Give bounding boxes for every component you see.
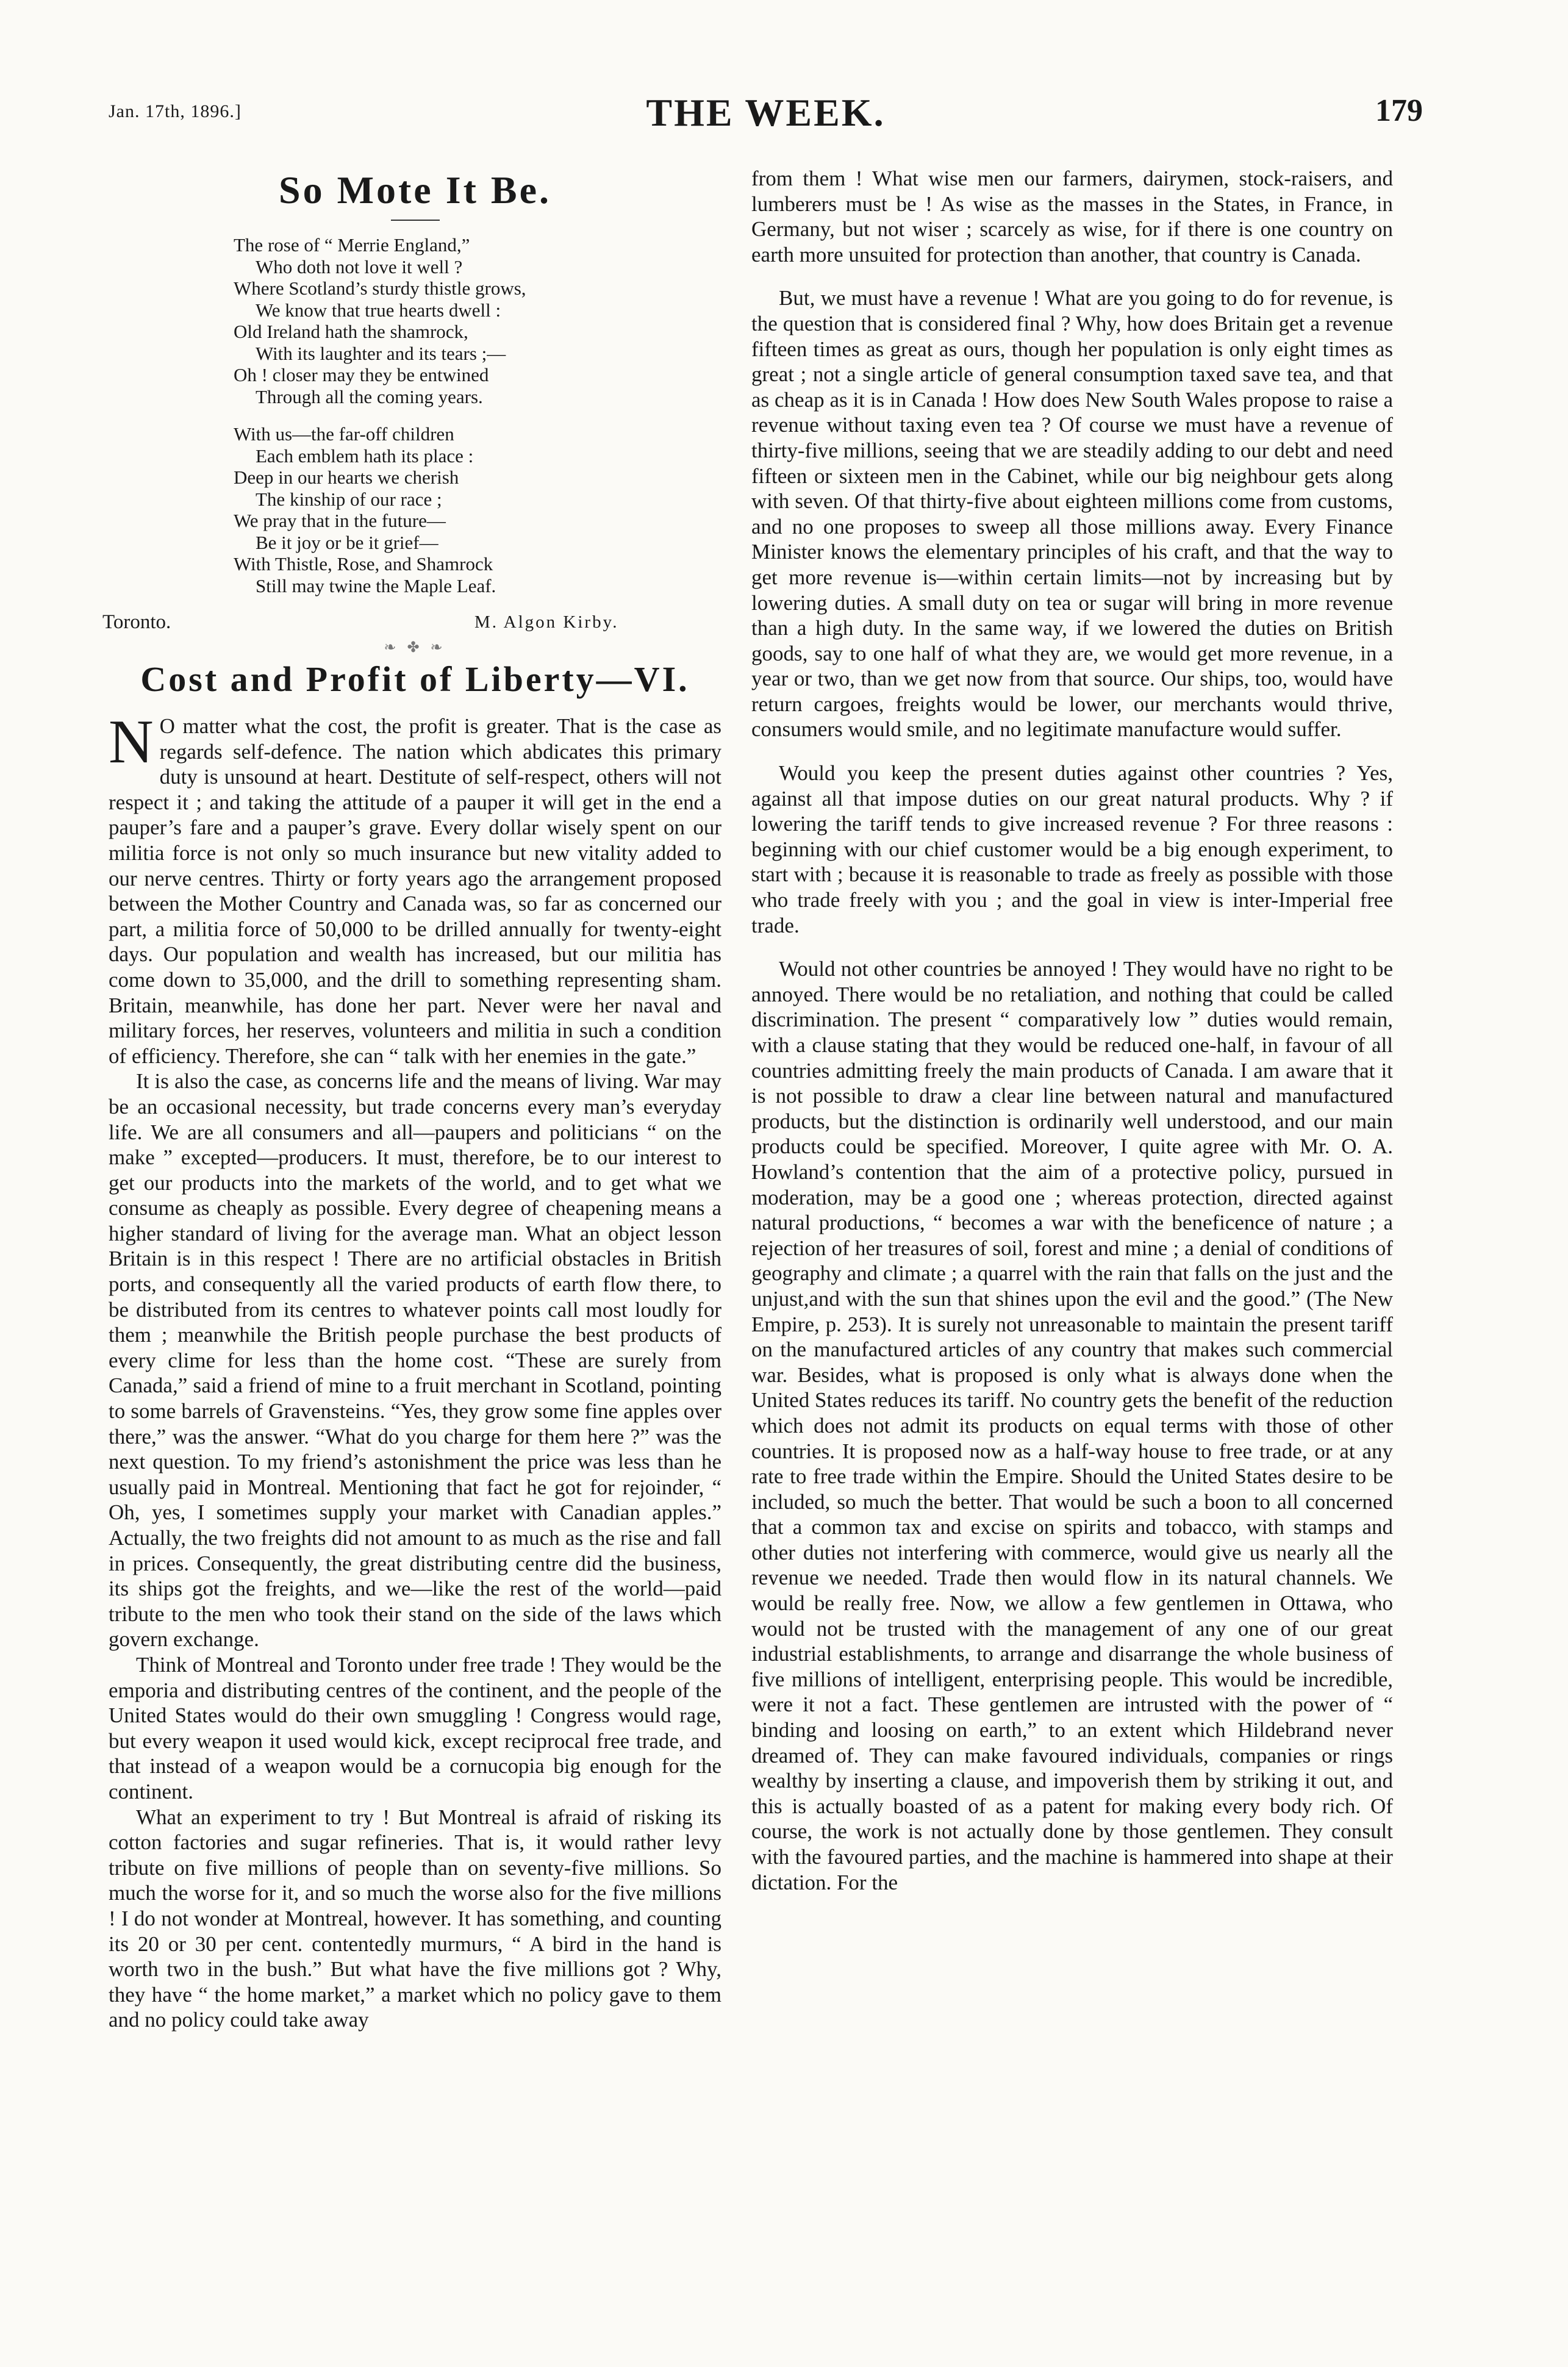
article-paragraph: Would you keep the present duties against other countries ? Yes, against all that impose duties on our great natural products. Why ? if lowering the tariff tends to give increased revenue ? For three reasons : beginning with our chief customer would be a big enough experiment, to start with ; because it is reasonable to trade as freely as possible with those who trade freely with you ; and the goal in view is inter-Imperial free trade. (751, 761, 1393, 937)
poem-title: So Mote It Be. (278, 168, 552, 212)
poem-line: Be it joy or be it grief— (256, 531, 439, 553)
poem-line: With us—the far-off children (234, 423, 454, 445)
poem-line: The rose of “ Merrie England,” (234, 234, 470, 256)
poem-signature (102, 606, 721, 633)
article-paragraph: But, we must have a revenue ! What are you going to do for revenue, is the question that is considered final ? Why, how does Britain get a revenue fifteen times as great as ours, though her population is only eight times as great ; not a single article of general consumption taxed save tea, and that as cheap as it is in Canada ! How does New South Wales propose to raise a revenue without taxing even tea ? Of course we must have a revenue of thirty-five millions, seeing that we are steadily adding to our debt and need fifteen or sixteen men in the Cabinet, while our big neighbour gets along with seven. Of that thirty-five about eighteen millions come from customs, and no one proposes to sweep all those millions away. Every Finance Minister knows the elementary principles of his craft, and that the way to get more revenue is—within certain limits—not by increasing but by lowering duties. A small duty on tea or sugar will bring in more revenue than a high duty. In the same way, if we lowered the duties on British goods, say to one half of what they are, we would get more revenue, in a year or two, than we get now from that source. Our ships, too, would have return cargoes, freights would be lower, our merchants would thrive, consumers would smile, and no legitimate manufacture would suffer. (751, 286, 1393, 742)
poem (234, 234, 721, 596)
ornament-divider: ❧ ✤ ❧ (384, 640, 446, 656)
right-column (751, 166, 1393, 1895)
poem-line: Through all the coming years. (256, 385, 483, 407)
article-title: Cost and Profit of Liberty—VI. (140, 659, 690, 699)
poem-line: Oh ! closer may they be entwined (234, 364, 489, 385)
article-paragraph: Would not other countries be annoyed ! They would have no right to be annoyed. There would be no retaliation, and nothing that could be called discrimination. The present “ comparatively low ” duties would remain, with a clause stating that they would be reduced one-half, in favour of all countries admitting freely the main products of Canada. I am aware that it is not possible to draw a clear line between natural and manufactured products, but the distinction is ordinarily well understood, and our main products could be specified. Moreover, I quite agree with Mr. O. A. Howland’s contention that the aim of a protective policy, pursued in moderation, may be a good one ; whereas protection, directed against natural productions, “ becomes a war with the beneficence of nature ; a rejection of her treasures of soil, forest and mine ; a denial of conditions of geography and climate ; a quarrel with the rain that falls on the just and the unjust,and with the sun that shines upon the evil and the good.” (The New Empire, p. 253). It is surely not unreasonable to maintain the present tariff on the manufactured articles of any country that makes such commercial war. Besides, what is proposed is only what is always done when the United States reduces its tariff. No country gets the benefit of the reduction which does not admit its products on equal terms with those of other countries. It is proposed now as a half-way house to free trade, or at any rate to free trade within the Empire. Should the United States desire to be included, so much the better. That would be such a boon to all concerned that a common tax and excise on spirits and tobacco, with stamps and other duties not interfering with commerce, would give us nearly all the revenue we needed. Trade then would flow in its natural channels. We would be really free. Now, we allow a few gentlemen in Ottawa, who would not be trusted with the management of any one of our great industrial establishments, to arrange and disarrange the whole business of five millions of intelligent, enterprising people. This would be incredible, were it not a fact. These gentlemen are intrusted with the power of “ binding and loosing on earth,” to an extent which Hildebrand never dreamed of. They can make favoured individuals, companies or rings wealthy by inserting a clause, and impoverish them by striking it out, and this is actually boasted of as a patent for making every body rich. Of course, the work is not actually done by those gentlemen. They consult with the favoured parties, and the machine is hammered into shape at their dictation. For the (751, 957, 1393, 1894)
poem-line: Old Ireland hath the shamrock, (234, 321, 468, 342)
article-paragraph: It is also the case, as concerns life and the means of living. War may be an occasional necessity, but trade concerns every man’s everyday life. We are all consumers and all—paupers and politicians “ on the make ” excepted—producers. It must, therefore, be to our interest to get our products into the markets of the world, and to get what we consume as cheaply as possible. Every degree of cheapening means a higher standard of living for the average man. What an object lesson Britain is in this respect ! There are no artificial obstacles in British ports, and consequently all the varied products of earth flow there, to be distributed from its centres to whatever points call most loudly for them ; meanwhile the British people purchase the best products of every clime for less than the home cost. “These are surely from Canada,” said a friend of mine to a fruit merchant in Scotland, pointing to some barrels of Gravensteins. “Yes, they grow some fine apples over there,” was the answer. “What do you charge for them here ?” was the next question. To my friend’s astonishment the price was less than he usually paid in Montreal. Mentioning that fact he got for rejoinder, “ Oh, yes, I sometimes supply your market with Canadian apples.” Actually, the two freights did not amount to as much as the rise and fall in prices. Consequently, the great distributing centre did the business, its ships got the freights, and we—like the rest of the world—paid tribute to the men who took their stand on the side of the laws which govern exchange. (109, 1069, 721, 1652)
poem-stanza (234, 423, 721, 596)
poem-place: Toronto. (102, 611, 171, 633)
poem-line: Where Scotland’s sturdy thistle grows, (234, 278, 526, 299)
article-paragraph: N O matter what the cost, the profit is greater. That is the case as regards self-defence. The nation which abdicates this primary duty is unsound at heart. Destitute of self-respect, others will not respect it ; and taking the attitude of a pauper it will get in the end a pauper’s fare and a pauper’s grave. Every dollar wisely spent on our militia force is not only so much insurance but new vitality added to our nerve centres. Thirty or forty years ago the arrangement proposed between the Mother Country and Canada was, so far as concerned our part, a militia force of 50,000 to be drilled annually for twenty-eight days. Our population and wealth has increased, but our militia has come down to 35,000, and the drill to something representing sham. Britain, meanwhile, has done her part. Never were her naval and military forces, her reserves, volunteers and militia in such a condition of efficiency. Therefore, she can “ talk with her enemies in the gate.” (109, 707, 721, 1068)
poem-line: Each emblem hath its place : (256, 445, 474, 467)
page-number: 179 (1375, 93, 1423, 128)
poem-line: Who doth not love it well ? (256, 256, 463, 278)
poem-line: Deep in our hearts we cherish (234, 467, 459, 488)
page-header (109, 90, 1423, 133)
poem-stanza (234, 234, 721, 407)
poem-line: We pray that in the future— (234, 510, 446, 531)
poem-line: We know that true hearts dwell : (256, 299, 501, 321)
drop-cap: N (109, 707, 154, 776)
article-paragraph: from them ! What wise men our farmers, dairymen, stock-raisers, and lumberers must be ! As wise as the masses in the States, in France, in Germany, but not wiser ; scarcely as wise, for if there is one country on earth more unsuited for protection than another, that country is Canada. (751, 167, 1393, 267)
poem-line: With its laughter and its tears ;— (256, 342, 506, 364)
title-rule (391, 220, 440, 221)
issue-date: Jan. 17th, 1896.] (109, 101, 242, 121)
article-paragraph: Think of Montreal and Toronto under free trade ! They would be the emporia and distributing centres of the continent, and the people of the United States would do their own smuggling ! Congress would rage, but every weapon it used would kick, except reciprocal free trade, and that instead of a weapon would be a cornucopia big enough for the continent. (109, 1652, 721, 1803)
poem-line: With Thistle, Rose, and Shamrock (234, 553, 493, 575)
poem-line: The kinship of our race ; (256, 488, 442, 510)
poem-line: Still may twine the Maple Leaf. (256, 575, 496, 596)
article-paragraph: What an experiment to try ! But Montreal is afraid of risking its cotton factories and sugar refineries. That is, it would rather levy tribute on five millions of people than on seventy-five millions. So much the worse for it, and so much the worse also for the five millions ! I do not wonder at Montreal, however. It has something, and counting its 20 or 30 per cent. contentedly murmurs, “ A bird in the hand is worth two in the bush.” But what have the five millions got ? Why, they have “ the home market,” a market which no policy gave to them and no policy could take away (109, 1805, 721, 2032)
publication-title: THE WEEK. (646, 91, 886, 134)
left-column (102, 166, 721, 2033)
poem-author: M. Algon Kirby. (474, 612, 619, 632)
